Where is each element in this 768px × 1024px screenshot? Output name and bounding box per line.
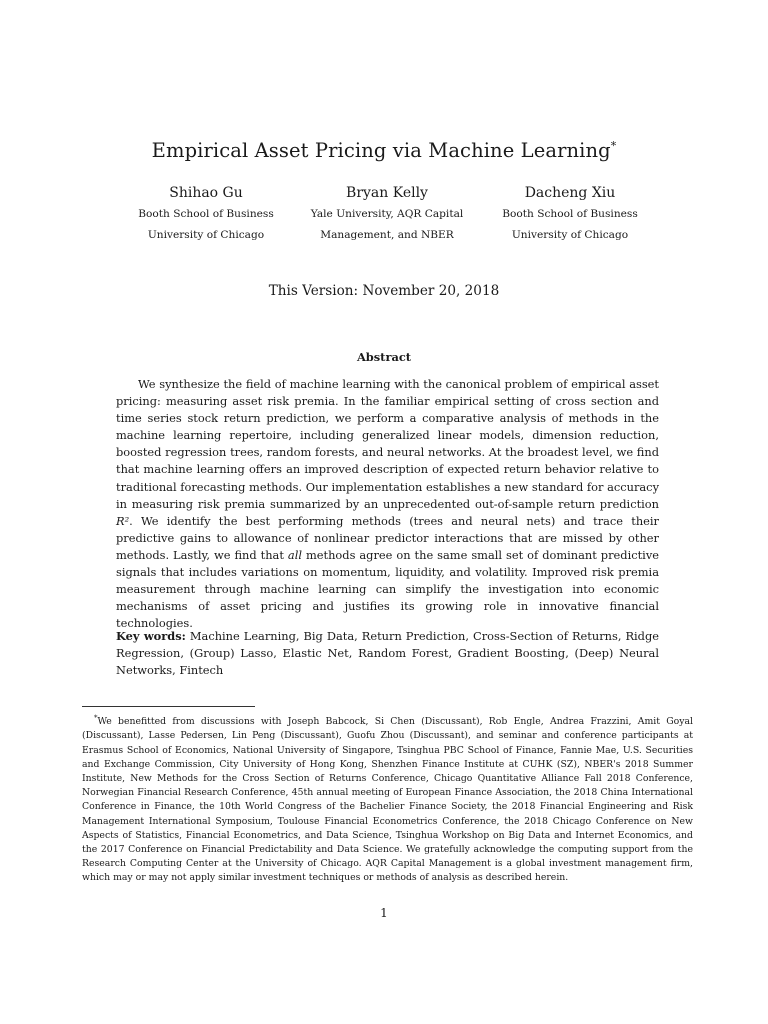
abstract-emphasis: all [287, 547, 302, 562]
author-name: Bryan Kelly [346, 185, 428, 201]
footnote-text: We benefitted from discussions with Joseph Babcock, Si Chen (Discussant), Rob Engle, Andrea Frazzini, Amit Goyal (Discussant), Lasse Pedersen, Lin Peng (Discussant), Guofu Zhou (Discussant), and seminar and conference participants at Erasmus School of Economics, National University of Singapore, Tsinghua PBC School of Finance, Fannie Mae, U.S. Securities and Exchange Commission, City University of Hong Kong, Shenzhen Finance Institute at CUHK (SZ), NBER's 2018 Summer Institute, New Methods for the Cross Section of Returns Conference, Chicago Quantitative Alliance Fall 2018 Conference, Norwegian Financial Research Conference, 45th annual meeting of European Finance Association, the 2018 China International Conference in Finance, the 10th World Congress of the Bachelier Finance Society, the 2018 Financial Engineering and Risk Management International Symposium, Toulouse Financial Econometrics Conference, the 2018 Chicago Conference on New Aspects of Statistics, Financial Econometrics, and Data Science, Tsinghua Workshop on Big Data and Internet Economics, and the 2017 Conference on Financial Predictability and Data Science. We gratefully acknowledge the computing support from the Research Computing Center at the University of Chicago. AQR Capital Management is a global investment management firm, which may or may not apply similar investment techniques or methods of analysis as described herein. [82, 716, 693, 884]
paper-title-text: Empirical Asset Pricing via Machine Learning [151, 139, 611, 162]
footnote [82, 711, 693, 886]
abstract-heading: Abstract [356, 350, 412, 364]
keywords-label: Key words: [116, 629, 186, 643]
paper-title [0, 139, 768, 162]
version-date: This Version: November 20, 2018 [268, 283, 500, 299]
page-number: 1 [380, 906, 388, 920]
author-3 [470, 182, 670, 246]
keywords-list: Machine Learning, Big Data, Return Prediction, Cross-Section of Returns, Ridge Regression, (Group) Lasso, Elastic Net, Random Forest, Gradient Boosting, (Deep) Neural Networks, Fintech [116, 629, 659, 678]
title-footnote-mark: * [610, 139, 617, 153]
abstract-text-3: methods agree on the same small set of dominant predictive signals that includes variations on momentum, liquidity, and volatility. Improved risk premia measurement through machine learning can simplify the investigation into economic mechanisms of asset pricing and justifies its growing role in innovative financial technologies. [116, 547, 659, 631]
author-affiliation: Yale University, AQR Capital [310, 208, 464, 220]
author-affiliation: University of Chicago [511, 229, 629, 241]
author-affiliation: Booth School of Business [138, 208, 274, 220]
abstract-text-2: . We identify the best performing methods (trees and neural nets) and trace their predictive gains to allowance of nonlinear predictor interactions that are missed by other methods. Lastly, we find that [116, 513, 659, 562]
author-affiliation: Management, and NBER [320, 229, 454, 241]
abstract-text-1: We synthesize the field of machine learning with the canonical problem of empirical asset pricing: measuring asset risk premia. In the familiar empirical setting of cross section and time series stock return prediction, we perform a comparative analysis of methods in the machine learning repertoire, including generalized linear models, dimension reduction, boosted regression trees, random forests, and neural networks. At the broadest level, we find that machine learning offers an improved description of expected return behavior relative to traditional forecasting methods. Our implementation establishes a new standard for accuracy in measuring risk premia summarized by an unprecedented out-of-sample return prediction [116, 377, 659, 511]
keywords [116, 628, 659, 679]
author-name: Dacheng Xiu [524, 185, 616, 201]
author-affiliation: Booth School of Business [502, 208, 638, 220]
footnote-mark: * [94, 714, 98, 722]
author-2 [287, 182, 487, 246]
footnote-rule [82, 706, 255, 707]
abstract-body [116, 376, 659, 632]
author-affiliation: University of Chicago [147, 229, 265, 241]
author-1 [106, 182, 306, 246]
r-squared-symbol: R² [116, 513, 130, 528]
author-name: Shihao Gu [169, 185, 243, 201]
